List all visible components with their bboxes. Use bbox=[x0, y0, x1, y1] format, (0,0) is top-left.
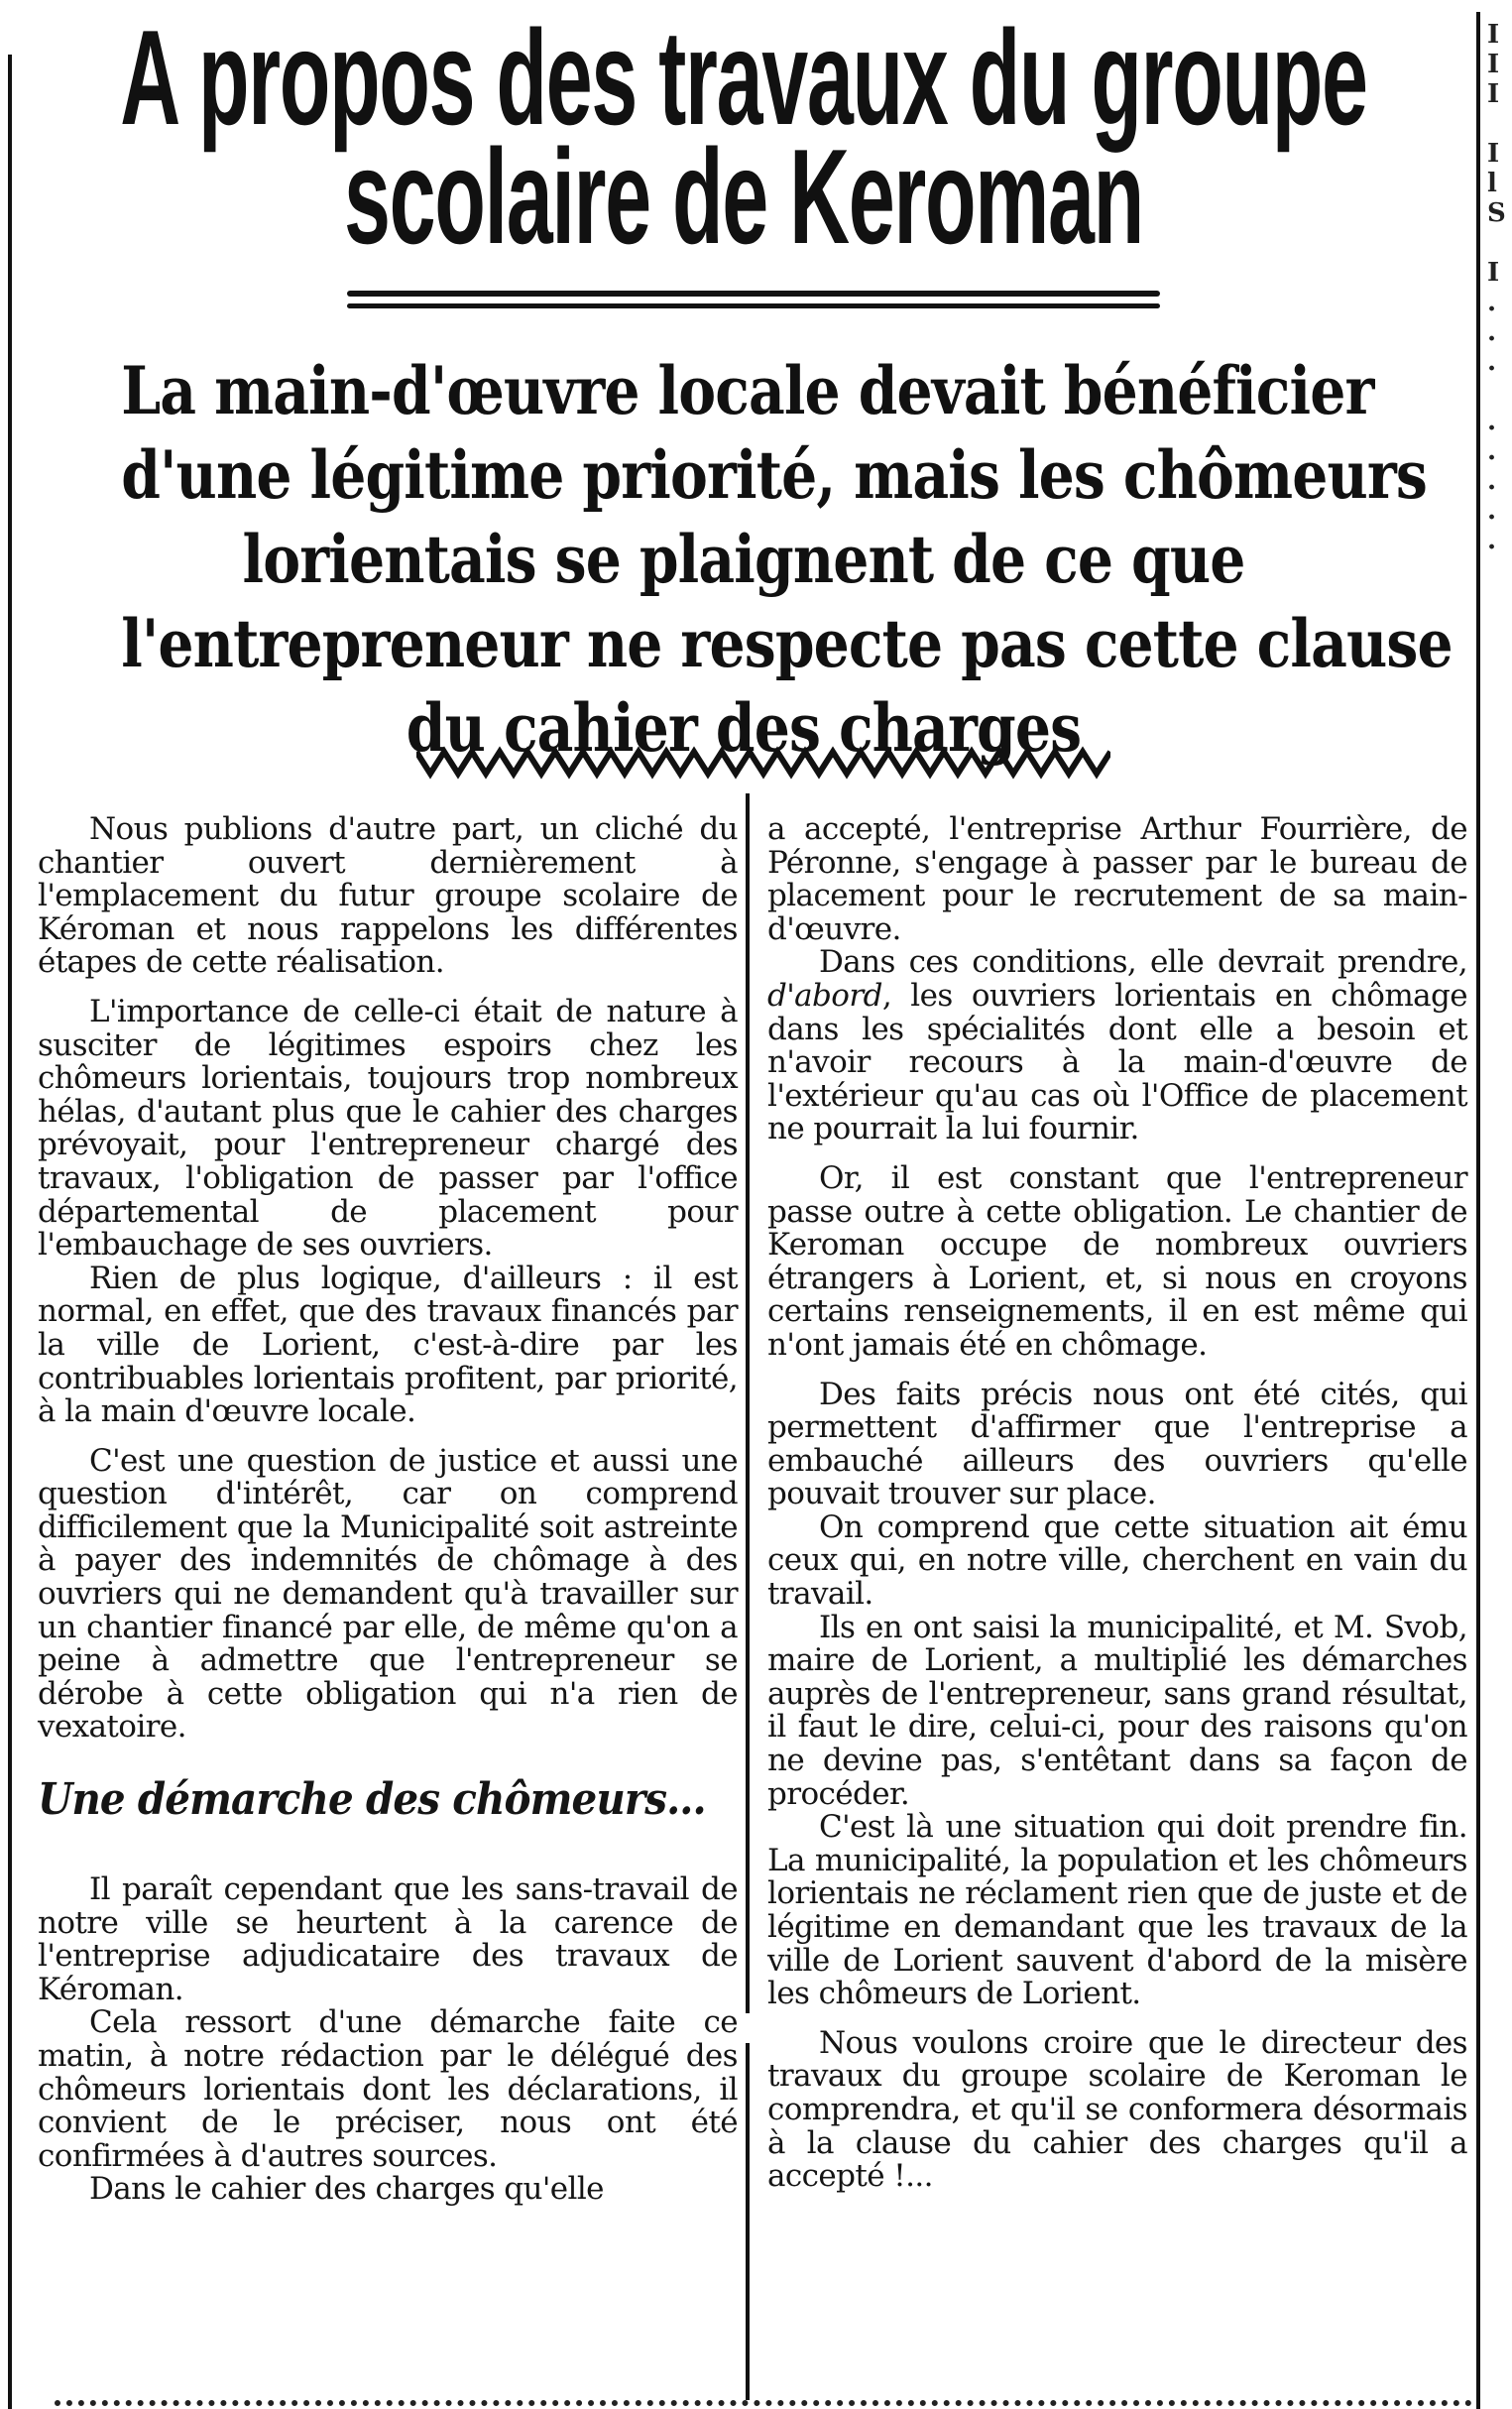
headline-line-1: A propos des travaux du groupe bbox=[120, 2, 1367, 153]
subheadline bbox=[20, 349, 1467, 771]
bottom-dotted-rule bbox=[55, 2400, 1472, 2406]
paragraph: On comprend que cette situation ait ému ceux qui, en notre ville, cherchent en vain du travail. bbox=[767, 1508, 1467, 1613]
paragraph: C'est là une situation qui doit prendre fin. La municipalité, la population et les chômeurs lorientais ne réclament rien que de juste et de légitime en demandant que les travaux de la ville de Lorient sauvent d'abord de la misère les chômeurs de Lorient. bbox=[767, 1809, 1467, 2012]
adjacent-article-fragment: I I I I l S I . . . . . . . . bbox=[1487, 20, 1506, 555]
subheadline-line-3: lorientais se plaignent de ce que bbox=[242, 521, 1245, 598]
column-separator-lower bbox=[746, 2043, 750, 2400]
section-heading: Une démarche des chômeurs... bbox=[38, 1774, 706, 1826]
emphasis-text: d'abord bbox=[767, 977, 882, 1014]
subheadline-line-1: La main-d'œuvre locale devait bénéficier bbox=[121, 352, 1374, 429]
paragraph: Dans le cahier des charges qu'elle bbox=[89, 2171, 604, 2208]
left-border-rule bbox=[8, 55, 12, 2409]
paragraph: Il paraît cependant que les sans-travail de notre ville se heurtent à la carence de l'entreprise adjudicataire des travaux de Kéroman. bbox=[38, 1871, 738, 2007]
headline bbox=[120, 2, 1367, 272]
right-border-rule bbox=[1476, 12, 1480, 2409]
subheadline-line-2: d'une légitime priorité, mais les chômeurs bbox=[121, 436, 1428, 514]
text-run: , les ouvriers lorientais en chômage dans les spécialités dont elle a besoin et n'avoir recours à la main-d'œuvre de l'extérieur qu'au cas où l'Office de placement ne pourrait la lui fournir. bbox=[767, 977, 1467, 1147]
text-run: Dans ces conditions, elle devrait prendre, bbox=[819, 944, 1467, 981]
paragraph: L'importance de celle-ci était de nature à susciter de légitimes espoirs chez les chômeurs lorientais, toujours trop nombreux hélas, d'autant plus que le cahier des charges prévoyait, pour l'entrepreneur chargé des travaux, l'obligation de passer par l'office départemental de placement pour l'embauchage de ses ouvriers. bbox=[38, 993, 738, 1264]
column-separator-upper bbox=[746, 793, 750, 2013]
zigzag-ornament-divider bbox=[416, 746, 1110, 780]
paragraph: C'est une question de justice et aussi une question d'intérêt, car on comprend difficilement que la Municipalité soit astreinte à payer des indemnités de chômage à des ouvriers qui ne demandent qu'à travailler sur un chantier financé par elle, de même qu'on a peine à admettre que l'entrepreneur se dérobe à cette obligation qui n'a rien de vexatoire. bbox=[38, 1442, 738, 1746]
article-column-right bbox=[767, 813, 1467, 2194]
paragraph: Or, il est constant que l'entrepreneur passe outre à cette obligation. Le chantier de Keroman occupe de nombreux ouvriers étrangers à Lorient, et, si nous en croyons certains renseignements, il en est même qui n'ont jamais été en chômage. bbox=[767, 1159, 1467, 1363]
paragraph: Nous publions d'autre part, un cliché du chantier ouvert dernièrement à l'emplacement du futur groupe scolaire de Kéroman et nous rappelons les différentes étapes de cette réalisation. bbox=[38, 811, 738, 981]
paragraph: Cela ressort d'une démarche faite ce matin, à notre rédaction par le délégué des chômeurs lorientais dont les déclarations, il convient de le préciser, nous ont été confirmées à d'autres sources. bbox=[38, 2004, 738, 2174]
paragraph: Ils en ont saisi la municipalité, et M. Svob, maire de Lorient, a multiplié les démarches auprès de l'entrepreneur, sans grand résultat, il faut le dire, celui-ci, pour des raisons qu'on ne devine pas, s'entêtant dans sa façon de procéder. bbox=[767, 1609, 1467, 1812]
subheadline-line-4: l'entrepreneur ne respecte pas cette clause bbox=[121, 605, 1453, 682]
paragraph-continuation: a accepté, l'entreprise Arthur Fourrière, de Péronne, s'engage à passer par le bureau de placement pour le recrutement de sa main-d'œuvre. bbox=[767, 811, 1467, 947]
article-column-left bbox=[38, 813, 738, 2207]
paragraph: Rien de plus logique, d'ailleurs : il est normal, en effet, que des travaux financés par la ville de Lorient, c'est-à-dire par les contribuables lorientais profitent, par priorité, à la main d'œuvre locale. bbox=[38, 1260, 738, 1430]
headline-line-2: scolaire de Keroman bbox=[344, 121, 1143, 272]
subheadline-line-5: du cahier des charges bbox=[406, 689, 1082, 767]
headline-rule-top bbox=[347, 291, 1160, 297]
paragraph: Des faits précis nous ont été cités, qui permettent d'affirmer que l'entreprise a embauché ailleurs des ouvriers qu'elle pouvait trouver sur place. bbox=[767, 1376, 1467, 1512]
paragraph: Nous voulons croire que le directeur des travaux du groupe scolaire de Keroman le comprendra, et qu'il se conformera désormais à la clause du cahier des charges qu'il a accepté !... bbox=[767, 2024, 1467, 2195]
headline-rule-bottom bbox=[347, 303, 1160, 308]
paragraph bbox=[767, 946, 1467, 1146]
